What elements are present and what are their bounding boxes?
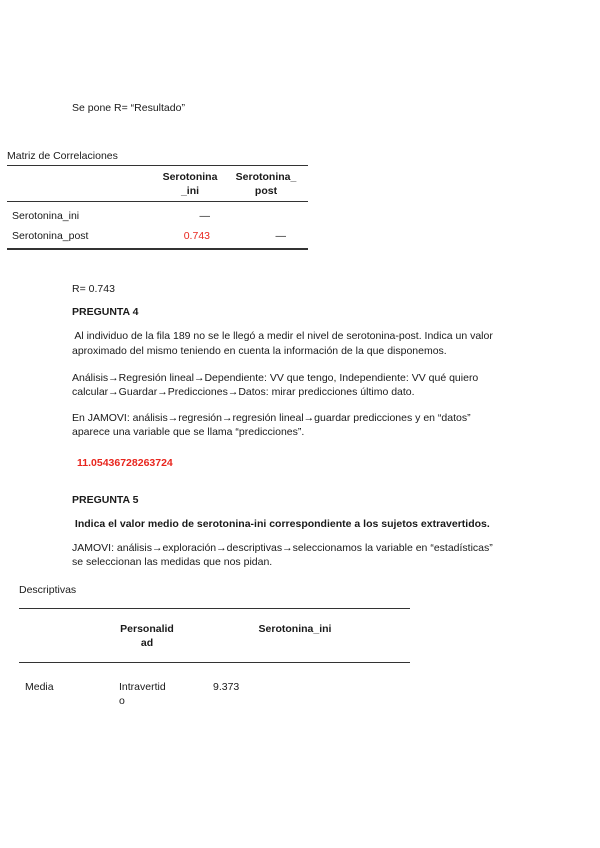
q5-jamovi-line1: JAMOVI: análisis→exploración→descriptivas→seleccionamos la variable en “estadísticas” <box>72 542 493 554</box>
corr-cell-value: 0.743 <box>183 230 210 242</box>
corr-header-rule <box>7 201 308 202</box>
q4-answer: 11.05436728263724 <box>77 457 173 469</box>
corr-bottom-rule <box>7 248 308 250</box>
corr-cell: — <box>275 230 286 242</box>
q4-jamovi-line1: En JAMOVI: análisis→regresión→regresión lineal→guardar predicciones y en “datos” <box>72 412 471 424</box>
corr-row-label: Serotonina_ini <box>12 210 80 222</box>
q5-question: Indica el valor medio de serotonina-ini correspondiente a los sujetos extravertidos. <box>72 518 490 530</box>
corr-top-rule <box>7 165 308 166</box>
corr-col2-header: Serotonina_ post <box>235 171 297 197</box>
q4-heading: PREGUNTA 4 <box>72 306 139 318</box>
q4-steps-line2: calcular→Guardar→Predicciones→Datos: mirar predicciones último dato. <box>72 386 415 398</box>
descriptivas-title: Descriptivas <box>19 584 77 596</box>
desc-top-rule <box>19 608 410 609</box>
desc-row-label: Media <box>25 681 54 693</box>
desc-row-value: 9.373 <box>213 681 240 693</box>
q4-question-line2: aproximado del mismo teniendo en cuenta la información de la que disponemos. <box>72 345 447 357</box>
desc-row-group: Intravertid o <box>119 681 166 707</box>
corr-matrix-title: Matriz de Correlaciones <box>7 150 118 162</box>
desc-header-rule <box>19 662 410 663</box>
q5-heading: PREGUNTA 5 <box>72 494 139 506</box>
q5-jamovi-line2: se seleccionan las medidas que nos pidan. <box>72 556 273 568</box>
desc-header-serotonina: Serotonina_ini <box>258 623 332 635</box>
corr-row-label: Serotonina_post <box>12 230 89 242</box>
corr-cell: — <box>199 210 210 222</box>
q4-steps-line1: Análisis→Regresión lineal→Dependiente: VV que tengo, Independiente: VV qué quiero <box>72 372 479 384</box>
r-value: R= 0.743 <box>72 283 115 295</box>
q4-question-line1: Al individuo de la fila 189 no se le llegó a medir el nivel de serotonina-post. Indica un valor <box>72 330 493 342</box>
intro-text: Se pone R= “Resultado” <box>72 102 185 114</box>
q4-jamovi-line2: aparece una variable que se llama “predicciones”. <box>72 426 305 438</box>
corr-col1-header: Serotonina _ini <box>162 171 218 197</box>
desc-header-personalidad: Personalid ad <box>120 623 174 649</box>
